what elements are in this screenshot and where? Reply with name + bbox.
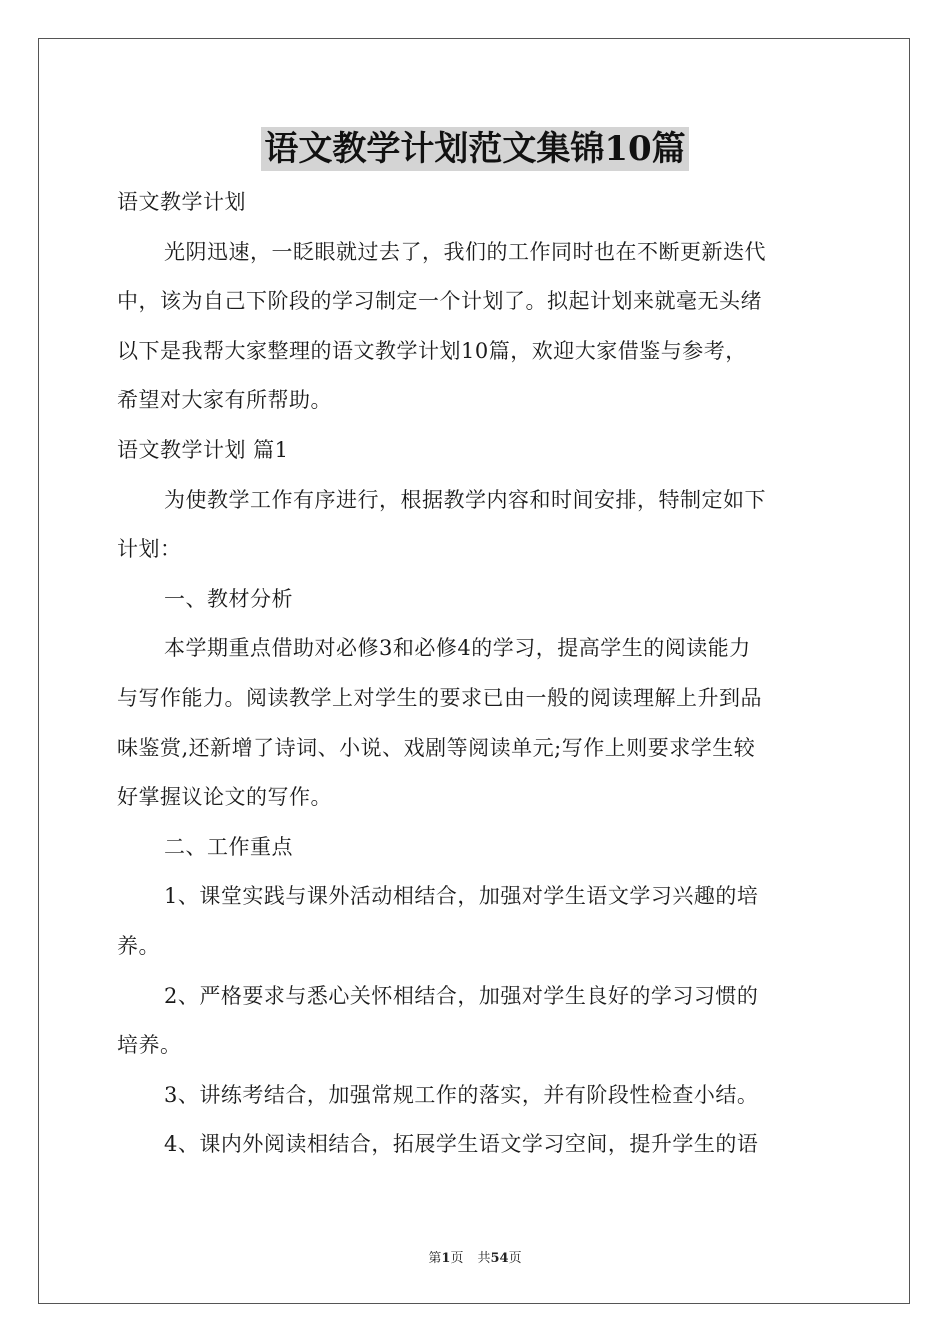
total-prefix: 共 — [477, 1251, 491, 1266]
text-line: 以下是我帮大家整理的语文教学计划10篇，欢迎大家借鉴与参考， — [117, 338, 747, 363]
text-line: 好掌握议论文的写作。 — [117, 785, 332, 810]
text-line: 希望对大家有所帮助。 — [117, 388, 332, 413]
document-title: 语文教学计划范文集锦10篇 — [261, 127, 688, 171]
text-line: 为使教学工作有序进行，根据教学内容和时间安排，特制定如下 — [164, 487, 766, 512]
text-line: 3、讲练考结合，加强常规工作的落实，并有阶段性检查小结。 — [164, 1082, 759, 1107]
text-line: 与写作能力。阅读教学上对学生的要求已由一般的阅读理解上升到品 — [117, 685, 762, 710]
text-line: 中，该为自己下阶段的学习制定一个计划了。拟起计划来就毫无头绪 — [117, 289, 762, 314]
page-suffix: 页 — [450, 1251, 464, 1266]
total-pages: 54 — [490, 1251, 509, 1266]
text-line: 味鉴赏,还新增了诗词、小说、戏剧等阅读单元;写作上则要求学生较 — [117, 735, 756, 760]
text-line: 4、课内外阅读相结合，拓展学生语文学习空间，提升学生的语 — [164, 1132, 759, 1157]
document-body — [117, 178, 835, 1170]
text-line: 计划： — [117, 537, 182, 562]
text-line: 本学期重点借助对必修3和必修4的学习，提高学生的阅读能力 — [164, 636, 751, 661]
page-number: 1 — [441, 1251, 451, 1266]
text-line: 培养。 — [117, 1033, 182, 1058]
text-line: 养。 — [117, 933, 160, 958]
text-line: 语文教学计划 篇1 — [117, 437, 289, 462]
title-container — [0, 127, 950, 171]
text-line: 2、严格要求与悉心关怀相结合，加强对学生良好的学习习惯的 — [164, 983, 759, 1008]
text-line: 语文教学计划 — [117, 190, 246, 214]
text-line: 二、工作重点 — [164, 834, 293, 859]
text-line: 一、教材分析 — [164, 586, 293, 611]
text-line: 光阴迅速，一眨眼就过去了，我们的工作同时也在不断更新迭代 — [164, 239, 766, 264]
page-footer — [0, 1247, 950, 1266]
total-suffix: 页 — [508, 1251, 522, 1266]
text-line: 1、课堂实践与课外活动相结合，加强对学生语文学习兴趣的培 — [164, 884, 759, 909]
page-prefix: 第 — [428, 1251, 442, 1266]
